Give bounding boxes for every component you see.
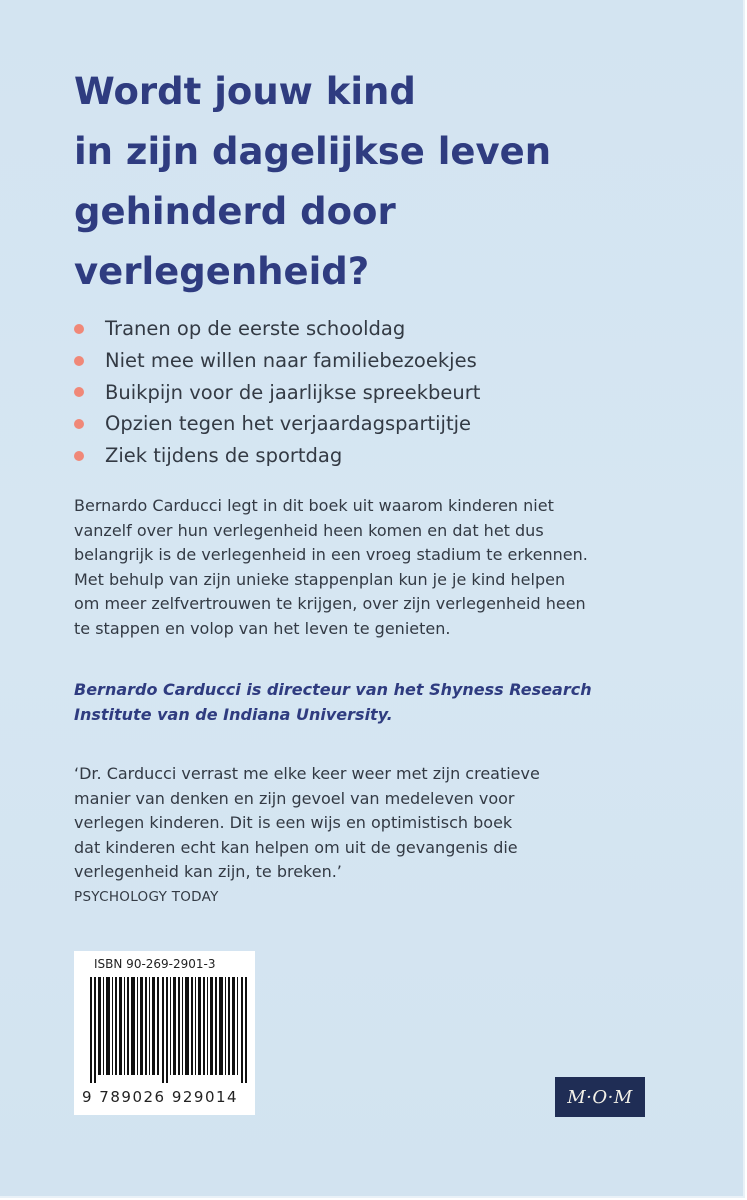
list-item-text: Buikpijn voor de jaarlijkse spreekbeurt — [105, 380, 481, 404]
list-item-text: Tranen op de eerste schooldag — [105, 317, 406, 341]
headline-line: Wordt jouw kind — [74, 70, 416, 113]
review-line: verlegen kinderen. Dit is een wijs en optimistisch boek — [74, 813, 513, 832]
bullet-dot-icon — [74, 387, 84, 397]
review-line: verlegenheid kan zijn, te breken.’ — [74, 862, 342, 881]
description-line: Met behulp van zijn unieke stappenplan kun je je kind helpen — [74, 569, 566, 589]
publisher-logo — [555, 1077, 645, 1117]
list-item — [74, 408, 694, 440]
author-bio-line: Institute van de Indiana University. — [74, 704, 393, 724]
author-bio-line: Bernardo Carducci is directeur van het Shyness Research — [74, 680, 592, 699]
symptom-list — [74, 313, 694, 471]
review-source: PSYCHOLOGY TODAY — [74, 888, 219, 905]
list-item — [74, 345, 694, 377]
description-line: Bernardo Carducci legt in dit boek uit waarom kinderen niet — [74, 496, 554, 515]
description-line: belangrijk is de verlegenheid in een vroeg stadium te erkennen. — [74, 545, 588, 564]
list-item — [74, 440, 694, 472]
ean-number: 9 789026 929014 — [82, 1088, 239, 1106]
isbn-text: ISBN 90-269-2901-3 — [94, 957, 216, 971]
bullet-dot-icon — [74, 356, 84, 366]
headline-line: in zijn dagelijkse leven — [74, 130, 552, 173]
barcode-icon — [90, 977, 248, 1083]
headline — [74, 62, 634, 302]
review-line: manier van denken en zijn gevoel van medeleven voor — [74, 788, 515, 808]
bullet-dot-icon — [74, 324, 84, 334]
description-line: vanzelf over hun verlegenheid heen komen en dat het dus — [74, 520, 544, 540]
bullet-dot-icon — [74, 451, 84, 461]
list-item — [74, 313, 694, 345]
headline-line: verlegenheid? — [74, 250, 370, 293]
list-item-text: Ziek tijdens de sportdag — [105, 444, 343, 468]
barcode-label — [74, 951, 255, 1115]
review-quote — [74, 762, 714, 908]
description-line: te stappen en volop van het leven te genieten. — [74, 618, 451, 638]
review-line: ‘Dr. Carducci verrast me elke keer weer met zijn creatieve — [74, 764, 540, 783]
headline-line: gehinderd door — [74, 190, 396, 233]
list-item — [74, 376, 694, 408]
description-paragraph — [74, 494, 714, 641]
publisher-logo-text: M·O·M — [567, 1086, 633, 1108]
author-bio — [74, 678, 714, 727]
description-line: om meer zelfvertrouwen te krijgen, over zijn verlegenheid heen — [74, 594, 586, 613]
review-line: dat kinderen echt kan helpen om uit de gevangenis die — [74, 837, 518, 857]
list-item-text: Niet mee willen naar familiebezoekjes — [105, 349, 477, 373]
bullet-dot-icon — [74, 419, 84, 429]
list-item-text: Opzien tegen het verjaardagspartijtje — [105, 412, 472, 436]
